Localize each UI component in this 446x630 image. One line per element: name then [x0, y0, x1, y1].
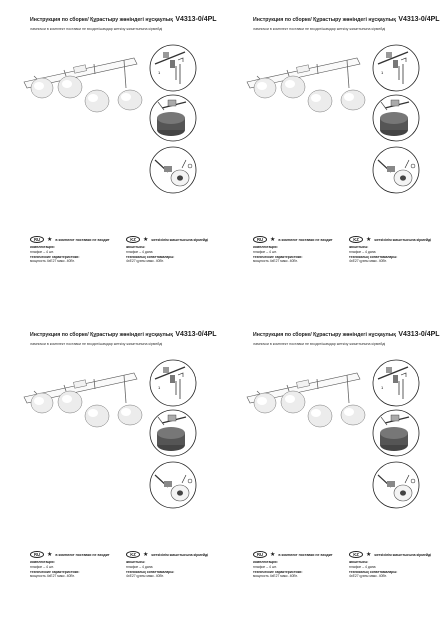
model-code: V4313-0/4PL — [175, 16, 217, 23]
ru-language-badge: RU — [30, 551, 44, 558]
kz-specs-label: техникалық сипаттамалары: — [349, 254, 398, 259]
star-icon: ★ — [366, 551, 372, 558]
bulbs-not-included-note: лампочки в комплект поставки не входят/шамдар жеткізу жиынтығына кірмейді — [253, 27, 386, 31]
lamp-assembly-drawing — [0, 0, 223, 230]
lamp-assembly-drawing — [223, 0, 446, 230]
model-code: V4313-0/4PL — [175, 331, 217, 338]
instruction-sheet-3 — [0, 315, 223, 630]
svg-text:1: 1 — [381, 385, 384, 390]
ru-specs-label: технические характеристики: — [30, 569, 80, 574]
instruction-sheet-1 — [0, 0, 223, 315]
kz-specifications — [126, 560, 174, 579]
kz-specifications — [126, 245, 174, 264]
kz-not-included-note: жеткізілім жиынтығына кірмейді — [151, 237, 209, 242]
star-icon: ★ — [143, 551, 149, 558]
detail-circle-shade — [150, 147, 196, 193]
ru-note-row — [253, 551, 333, 558]
bulbs-not-included-note: лампочки в комплект поставки не входят/шамдар жеткізу жиынтығына кірмейді — [253, 342, 386, 346]
ru-specs-value: мощность 4xE27 макс. 40Вт. — [253, 259, 298, 264]
detail-circle-shade — [373, 462, 419, 508]
kz-specs-value: 4xE27 қуаты макс. 40Вт. — [349, 259, 387, 264]
model-code: V4313-0/4PL — [398, 331, 440, 338]
kz-language-badge: KZ — [126, 551, 140, 558]
detail-circle-mounting — [373, 45, 419, 91]
detail-circle-mounting — [150, 45, 196, 91]
ru-specifications — [30, 560, 80, 579]
ru-language-badge: RU — [253, 551, 267, 558]
kz-note-row — [349, 551, 431, 558]
title-text: Инструкция по сборке/ Құрастыру жөніндегі нұсқаулық — [30, 332, 173, 338]
ru-not-included-note: в комплект поставки не входит — [55, 237, 110, 242]
ru-completeness-value: плафон – 4 шт. — [253, 564, 277, 569]
ru-note-row — [30, 551, 110, 558]
kz-completeness-value: плафон – 4 дана — [126, 564, 153, 569]
kz-specifications — [349, 245, 397, 264]
kz-not-included-note: жеткізілім жиынтығына кірмейді — [151, 552, 209, 557]
ru-language-badge: RU — [253, 236, 267, 243]
detail-circle-mounting — [150, 360, 196, 406]
ru-specs-label: технические характеристики: — [253, 254, 303, 259]
ru-completeness-label: комплектация: — [253, 245, 278, 249]
detail-circle-plate — [150, 410, 196, 456]
ru-specs-value: мощность 4xE27 макс. 40Вт. — [30, 259, 75, 264]
lamp-assembly-drawing — [223, 315, 446, 545]
kz-completeness-value: плафон – 4 дана — [349, 564, 376, 569]
title-text: Инструкция по сборке/ Құрастыру жөніндегі нұсқаулық — [30, 17, 173, 23]
ru-note-row — [30, 236, 110, 243]
kz-specs-value: 4xE27 қуаты макс. 40Вт. — [126, 574, 164, 579]
instruction-sheet-2 — [223, 0, 446, 315]
svg-text:1: 1 — [158, 385, 161, 390]
star-icon: ★ — [47, 236, 53, 243]
kz-note-row — [126, 551, 208, 558]
kz-not-included-note: жеткізілім жиынтығына кірмейді — [374, 237, 432, 242]
kz-language-badge: KZ — [126, 236, 140, 243]
svg-text:1: 1 — [381, 70, 384, 75]
kz-specs-value: 4xE27 қуаты макс. 40Вт. — [126, 259, 164, 264]
kz-completeness-label: жиынтығы: — [349, 245, 369, 249]
detail-circle-mounting — [373, 360, 419, 406]
detail-circle-plate — [373, 410, 419, 456]
ru-completeness-label: комплектация: — [30, 560, 55, 564]
model-code: V4313-0/4PL — [398, 16, 440, 23]
kz-language-badge: KZ — [349, 551, 363, 558]
kz-specifications — [349, 560, 397, 579]
kz-language-badge: KZ — [349, 236, 363, 243]
kz-completeness-label: жиынтығы: — [126, 560, 146, 564]
ru-specifications — [253, 560, 303, 579]
kz-specs-label: техникалық сипаттамалары: — [349, 569, 398, 574]
detail-circle-shade — [373, 147, 419, 193]
kz-completeness-label: жиынтығы: — [126, 245, 146, 249]
instruction-sheet-4 — [223, 315, 446, 630]
ru-not-included-note: в комплект поставки не входит — [55, 552, 110, 557]
ru-specs-label: технические характеристики: — [253, 569, 303, 574]
kz-specs-label: техникалық сипаттамалары: — [126, 569, 175, 574]
kz-completeness-value: плафон – 4 дана — [126, 249, 153, 254]
detail-circle-plate — [150, 95, 196, 141]
detail-circle-plate — [373, 95, 419, 141]
title-text: Инструкция по сборке/ Құрастыру жөніндегі нұсқаулық — [253, 17, 396, 23]
star-icon: ★ — [270, 551, 276, 558]
ru-specifications — [30, 245, 80, 264]
ru-specs-value: мощность 4xE27 макс. 40Вт. — [30, 574, 75, 579]
bulbs-not-included-note: лампочки в комплект поставки не входят/шамдар жеткізу жиынтығына кірмейді — [30, 342, 163, 346]
ru-not-included-note: в комплект поставки не входит — [278, 237, 333, 242]
ru-language-badge: RU — [30, 236, 44, 243]
kz-note-row — [349, 236, 431, 243]
ru-completeness-value: плафон – 4 шт. — [30, 249, 54, 254]
bulbs-not-included-note: лампочки в комплект поставки не входят/шамдар жеткізу жиынтығына кірмейді — [30, 27, 163, 31]
star-icon: ★ — [366, 236, 372, 243]
kz-not-included-note: жеткізілім жиынтығына кірмейді — [374, 552, 432, 557]
ru-specs-label: технические характеристики: — [30, 254, 80, 259]
star-icon: ★ — [270, 236, 276, 243]
ru-completeness-value: плафон – 4 шт. — [30, 564, 54, 569]
kz-note-row — [126, 236, 208, 243]
title-text: Инструкция по сборке/ Құрастыру жөніндегі нұсқаулық — [253, 332, 396, 338]
ru-specs-value: мощность 4xE27 макс. 40Вт. — [253, 574, 298, 579]
ru-note-row — [253, 236, 333, 243]
svg-text:1: 1 — [158, 70, 161, 75]
kz-specs-label: техникалық сипаттамалары: — [126, 254, 175, 259]
ru-completeness-label: комплектация: — [253, 560, 278, 564]
ru-completeness-label: комплектация: — [30, 245, 55, 249]
detail-circle-shade — [150, 462, 196, 508]
lamp-assembly-drawing — [0, 315, 223, 545]
ru-not-included-note: в комплект поставки не входит — [278, 552, 333, 557]
ru-specifications — [253, 245, 303, 264]
ru-completeness-value: плафон – 4 шт. — [253, 249, 277, 254]
kz-specs-value: 4xE27 қуаты макс. 40Вт. — [349, 574, 387, 579]
star-icon: ★ — [47, 551, 53, 558]
kz-completeness-value: плафон – 4 дана — [349, 249, 376, 254]
star-icon: ★ — [143, 236, 149, 243]
kz-completeness-label: жиынтығы: — [349, 560, 369, 564]
